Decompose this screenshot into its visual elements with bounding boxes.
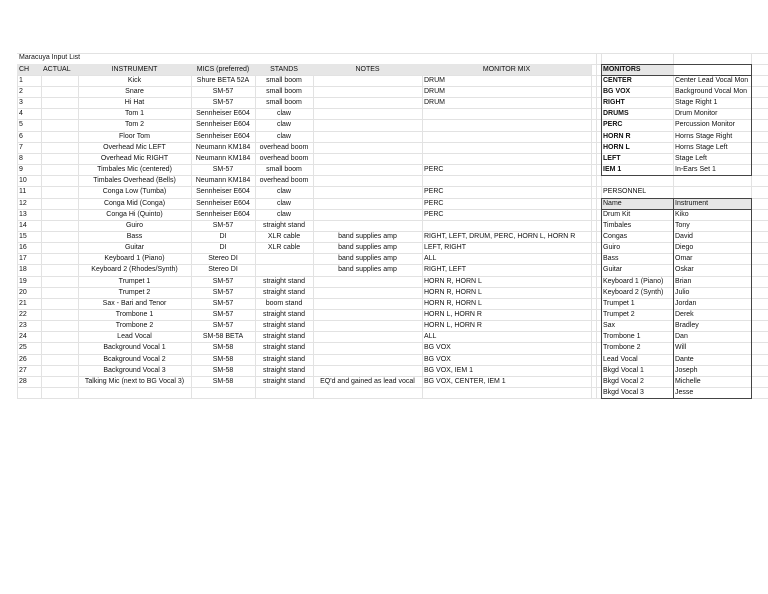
monitors-header-divider	[601, 75, 751, 76]
cell-instrument[interactable]: Conga Mid (Conga)	[103, 199, 166, 207]
grid-line-h	[17, 387, 591, 388]
cell-ch[interactable]: 17	[19, 255, 27, 263]
cell-actual[interactable]	[41, 264, 78, 275]
cell-ch[interactable]: 7	[19, 143, 23, 151]
cell-ch[interactable]: 22	[19, 310, 27, 318]
cell-notes[interactable]: band supplies amp	[338, 266, 397, 274]
cell-ch[interactable]: 24	[19, 333, 27, 341]
cell-mic[interactable]: SM-57	[212, 99, 234, 107]
cell-actual[interactable]	[41, 287, 78, 298]
monitors-table-border	[751, 64, 752, 176]
monitor-key[interactable]: HORN R	[603, 132, 631, 140]
personnel-role[interactable]: Congas	[603, 232, 628, 240]
monitor-key[interactable]: CENTER	[603, 76, 632, 84]
cell-mic[interactable]: SM-58 BETA	[202, 333, 244, 341]
cell-notes[interactable]	[313, 153, 422, 164]
cell-actual[interactable]	[41, 298, 78, 309]
cell-stand[interactable]: XLR cable	[267, 244, 301, 252]
personnel-role[interactable]: Bass	[603, 255, 619, 263]
cell-actual[interactable]	[41, 108, 78, 119]
cell-notes[interactable]	[313, 220, 422, 231]
monitor-description[interactable]: Horns Stage Left	[675, 143, 728, 151]
cell-stand[interactable]: straight stand	[262, 366, 306, 374]
personnel-name[interactable]: Dante	[675, 355, 694, 363]
monitors-table-border	[601, 175, 752, 176]
cell-actual[interactable]	[41, 342, 78, 353]
personnel-table-border	[601, 398, 752, 399]
cell-monitor-mix[interactable]: RIGHT, LEFT, DRUM, PERC, HORN L, HORN R	[424, 232, 576, 240]
cell-actual[interactable]	[41, 164, 78, 175]
cell-monitor-mix[interactable]: RIGHT, LEFT	[424, 266, 467, 274]
cell-stand[interactable]: straight stand	[262, 277, 306, 285]
column-header-instrument: INSTRUMENT	[78, 64, 191, 75]
monitors-title: MONITORS	[601, 64, 673, 75]
cell-monitor-mix[interactable]	[422, 153, 591, 164]
cell-mic[interactable]: SM-57	[212, 221, 234, 229]
cell-monitor-mix[interactable]	[422, 131, 591, 142]
personnel-role[interactable]: Lead Vocal	[603, 355, 638, 363]
cell-stand[interactable]	[255, 264, 313, 275]
cell-instrument[interactable]: Trumpet 1	[118, 277, 151, 285]
cell-mic[interactable]: Neumann KM184	[195, 143, 251, 151]
personnel-role[interactable]: Bkgd Vocal 2	[603, 377, 644, 385]
cell-ch[interactable]: 28	[19, 377, 27, 385]
cell-stand[interactable]: claw	[276, 110, 291, 118]
monitor-description[interactable]: Percussion Monitor	[675, 121, 735, 129]
cell-actual[interactable]	[41, 276, 78, 287]
cell-mic[interactable]: SM-57	[212, 288, 234, 296]
cell-actual[interactable]	[41, 376, 78, 387]
cell-monitor-mix[interactable]	[422, 175, 591, 186]
personnel-name[interactable]: Jesse	[675, 389, 694, 396]
cell-ch[interactable]: 16	[19, 244, 27, 252]
monitor-key[interactable]: LEFT	[603, 154, 621, 162]
cell-monitor-mix[interactable]	[422, 142, 591, 153]
cell-notes[interactable]	[313, 108, 422, 119]
monitor-key[interactable]: PERC	[603, 121, 623, 129]
personnel-name[interactable]: Julio	[675, 288, 690, 296]
personnel-name[interactable]: Omar	[675, 255, 693, 263]
cell-stand[interactable]: straight stand	[262, 344, 306, 352]
cell-stand[interactable]: claw	[276, 188, 291, 196]
cell-mic[interactable]: SM-58	[212, 366, 234, 374]
personnel-role[interactable]: Drum Kit	[603, 210, 631, 218]
cell-mic[interactable]: Sennheiser E604	[196, 188, 250, 196]
cell-mic[interactable]: SM-58	[212, 355, 234, 363]
cell-mic[interactable]: Sennheiser E604	[196, 110, 250, 118]
cell-instrument[interactable]: Keyboard 1 (Piano)	[104, 255, 165, 263]
cell-stand[interactable]: overhead boom	[259, 143, 309, 151]
personnel-name[interactable]: David	[675, 232, 693, 240]
cell-actual[interactable]	[41, 131, 78, 142]
cell-notes[interactable]: band supplies amp	[338, 255, 397, 263]
cell-notes[interactable]	[313, 186, 422, 197]
cell-mic[interactable]: DI	[219, 232, 227, 240]
cell-mic[interactable]: DI	[219, 244, 227, 252]
cell-monitor-mix[interactable]: HORN R, HORN L	[424, 277, 482, 285]
personnel-name[interactable]: Diego	[675, 244, 694, 252]
personnel-role[interactable]: Guitar	[603, 266, 623, 274]
cell-actual[interactable]	[41, 320, 78, 331]
cell-instrument[interactable]: Snare	[125, 88, 144, 95]
cell-mic[interactable]: SM-57	[212, 310, 234, 318]
cell-instrument[interactable]: Overhead Mic RIGHT	[100, 154, 169, 162]
cell-instrument[interactable]: Background Vocal 3	[103, 366, 166, 374]
cell-monitor-mix[interactable]: BG VOX	[424, 344, 451, 352]
cell-ch[interactable]: 11	[19, 188, 27, 196]
cell-mic[interactable]: SM-57	[212, 299, 234, 307]
cell-mic[interactable]: Sennheiser E604	[196, 210, 250, 218]
grid-line-h	[17, 398, 591, 399]
cell-actual[interactable]	[41, 97, 78, 108]
personnel-name[interactable]: Brian	[675, 277, 692, 285]
column-header-stand: STANDS	[255, 64, 313, 75]
cell-stand[interactable]: small boom	[266, 88, 302, 95]
personnel-role[interactable]: Keyboard 2 (Synth)	[603, 288, 664, 296]
monitors-table-border	[601, 64, 751, 65]
cell-stand[interactable]: boom stand	[265, 299, 303, 307]
cell-stand[interactable]: straight stand	[262, 377, 306, 385]
cell-mic[interactable]: Sennheiser E604	[196, 199, 250, 207]
cell-monitor-mix[interactable]: DRUM	[424, 76, 445, 84]
cell-stand[interactable]: XLR cable	[267, 232, 301, 240]
cell-notes[interactable]	[313, 354, 422, 365]
cell-actual[interactable]	[41, 209, 78, 220]
cell-notes[interactable]: band supplies amp	[338, 232, 397, 240]
monitor-description[interactable]: Center Lead Vocal Mon	[675, 76, 749, 84]
personnel-role[interactable]: Sax	[603, 322, 616, 330]
cell-ch[interactable]: 13	[19, 210, 27, 218]
cell-instrument[interactable]: Conga Low (Tumba)	[102, 188, 167, 196]
cell-stand[interactable]: straight stand	[262, 322, 306, 330]
cell-notes[interactable]	[313, 175, 422, 186]
cell-actual[interactable]	[41, 365, 78, 376]
cell-ch[interactable]: 20	[19, 288, 27, 296]
personnel-name[interactable]: Joseph	[675, 366, 698, 374]
monitor-key[interactable]: BG VOX	[603, 88, 631, 95]
cell-instrument[interactable]: Timbales Overhead (Bells)	[93, 177, 176, 185]
cell-monitor-mix[interactable]	[422, 220, 591, 231]
monitor-key[interactable]: RIGHT	[603, 99, 625, 107]
cell-notes[interactable]: band supplies amp	[338, 244, 397, 252]
grid-line-v	[596, 53, 597, 399]
cell-instrument[interactable]: Hi Hat	[124, 99, 145, 107]
cell-notes[interactable]: EQ'd and gained as lead vocal	[320, 377, 415, 385]
personnel-name[interactable]: Tony	[675, 221, 690, 229]
cell-ch[interactable]: 15	[19, 232, 27, 240]
cell-mic[interactable]: SM-57	[212, 88, 234, 95]
cell-ch[interactable]: 2	[19, 88, 23, 95]
cell-stand[interactable]: overhead boom	[259, 177, 309, 185]
column-header-ch: CH	[17, 64, 41, 75]
cell-ch[interactable]: 14	[19, 221, 27, 229]
personnel-role[interactable]: Trumpet 1	[603, 299, 635, 307]
cell-notes[interactable]	[313, 86, 422, 97]
cell-ch[interactable]: 23	[19, 322, 27, 330]
monitor-description[interactable]: Background Vocal Mon	[675, 88, 747, 95]
monitor-key[interactable]: IEM 1	[603, 166, 622, 173]
cell-stand[interactable]: small boom	[266, 166, 302, 173]
monitor-key[interactable]: DRUMS	[603, 110, 629, 118]
monitor-description[interactable]: Stage Right 1	[675, 99, 718, 107]
cell-instrument[interactable]: Bass	[126, 232, 143, 240]
cell-actual[interactable]	[41, 331, 78, 342]
cell-mic[interactable]: SM-58	[212, 377, 234, 385]
cell-instrument[interactable]: Trombone 2	[115, 322, 154, 330]
cell-ch[interactable]: 5	[19, 121, 23, 129]
cell-instrument[interactable]: Tom 1	[124, 110, 145, 118]
cell-actual[interactable]	[41, 86, 78, 97]
cell-monitor-mix[interactable]: BG VOX, IEM 1	[424, 366, 474, 374]
cell-ch[interactable]: 10	[19, 177, 27, 185]
cell-monitor-mix[interactable]: BG VOX	[424, 355, 451, 363]
cell-actual[interactable]	[41, 153, 78, 164]
personnel-role[interactable]: Bkgd Vocal 3	[603, 389, 644, 396]
cell-notes[interactable]	[313, 320, 422, 331]
cell-stand[interactable]: claw	[276, 199, 291, 207]
cell-monitor-mix[interactable]: PERC	[424, 166, 444, 173]
personnel-header-name: Name	[601, 198, 673, 209]
cell-monitor-mix[interactable]: HORN R, HORN L	[424, 299, 482, 307]
personnel-name[interactable]: Derek	[675, 311, 694, 318]
cell-ch[interactable]: 21	[19, 299, 27, 307]
cell-ch[interactable]: 4	[19, 110, 23, 118]
personnel-table-border	[601, 198, 751, 199]
cell-instrument[interactable]: Lead Vocal	[117, 333, 152, 341]
cell-ch[interactable]: 19	[19, 277, 27, 285]
cell-mic[interactable]: Neumann KM184	[195, 154, 251, 162]
cell-instrument[interactable]: Trombone 1	[115, 310, 154, 318]
cell-instrument[interactable]: Background Vocal 1	[103, 344, 166, 352]
column-header-mic: MICS (preferred)	[191, 64, 255, 75]
monitor-description[interactable]: Stage Left	[675, 154, 707, 162]
personnel-header-instrument: Instrument	[673, 198, 751, 209]
cell-actual[interactable]	[41, 309, 78, 320]
cell-monitor-mix[interactable]: DRUM	[424, 88, 445, 95]
cell-mic[interactable]: SM-57	[212, 322, 234, 330]
cell-actual[interactable]	[41, 142, 78, 153]
cell-ch[interactable]: 12	[19, 199, 27, 207]
personnel-name[interactable]: Dan	[675, 333, 688, 341]
cell-notes[interactable]	[313, 75, 422, 86]
cell-monitor-mix[interactable]: ALL	[424, 333, 437, 341]
cell-stand[interactable]: claw	[276, 121, 291, 129]
cell-monitor-mix[interactable]: PERC	[424, 188, 444, 196]
cell-mic[interactable]: Stereo DI	[208, 266, 238, 274]
personnel-name[interactable]: Michelle	[675, 377, 701, 385]
cell-notes[interactable]	[313, 164, 422, 175]
cell-notes[interactable]	[313, 342, 422, 353]
personnel-role[interactable]: Trumpet 2	[603, 311, 635, 318]
monitor-key[interactable]: HORN L	[603, 143, 630, 151]
cell-notes[interactable]	[313, 131, 422, 142]
cell-monitor-mix[interactable]: ALL	[424, 255, 437, 263]
cell-actual[interactable]	[41, 75, 78, 86]
cell-instrument[interactable]: Keyboard 2 (Rhodes/Synth)	[91, 266, 178, 274]
cell-stand[interactable]	[255, 253, 313, 264]
cell-stand[interactable]: overhead boom	[259, 154, 309, 162]
cell-instrument[interactable]: Floor Tom	[119, 132, 150, 140]
cell-mic[interactable]: SM-57	[212, 277, 234, 285]
grid-line-h	[17, 53, 591, 54]
cell-stand[interactable]: straight stand	[262, 333, 306, 341]
cell-instrument[interactable]: Conga Hi (Quinto)	[106, 210, 163, 218]
cell-monitor-mix[interactable]	[422, 119, 591, 130]
cell-mic[interactable]: Sennheiser E604	[196, 132, 250, 140]
cell-stand[interactable]: straight stand	[262, 221, 306, 229]
column-header-monitor-mix: MONITOR MIX	[422, 64, 591, 75]
cell-stand[interactable]: straight stand	[262, 288, 306, 296]
cell-notes[interactable]	[313, 276, 422, 287]
cell-ch[interactable]: 3	[19, 99, 23, 107]
personnel-role[interactable]: Guiro	[603, 244, 621, 252]
cell-mic[interactable]: Neumann KM184	[195, 177, 251, 185]
cell-ch[interactable]: 25	[19, 344, 27, 352]
cell-notes[interactable]	[313, 331, 422, 342]
cell-actual[interactable]	[41, 220, 78, 231]
cell-mic[interactable]: SM-58	[212, 344, 234, 352]
cell-actual[interactable]	[41, 231, 78, 242]
cell-actual[interactable]	[41, 175, 78, 186]
personnel-name[interactable]: Kiko	[675, 210, 689, 218]
personnel-column-divider	[673, 198, 674, 399]
cell-stand[interactable]: straight stand	[262, 355, 306, 363]
cell-notes[interactable]	[313, 309, 422, 320]
cell-instrument[interactable]: Overhead Mic LEFT	[103, 143, 166, 151]
cell-instrument[interactable]: Trumpet 2	[118, 288, 151, 296]
personnel-table-border	[751, 198, 752, 399]
cell-monitor-mix[interactable]: PERC	[424, 199, 444, 207]
personnel-role[interactable]: Trombone 1	[603, 333, 641, 341]
personnel-role[interactable]: Trombone 2	[603, 344, 641, 352]
cell-ch[interactable]: 27	[19, 366, 27, 374]
personnel-role[interactable]: Timbales	[603, 221, 632, 229]
grid-line-h	[591, 186, 768, 187]
cell-monitor-mix[interactable]: HORN L, HORN R	[424, 310, 482, 318]
cell-instrument[interactable]: Timbales Mic (centered)	[97, 166, 172, 173]
cell-stand[interactable]: straight stand	[262, 310, 306, 318]
cell-ch[interactable]: 8	[19, 154, 23, 162]
cell-monitor-mix[interactable]: BG VOX, CENTER, IEM 1	[424, 377, 506, 385]
cell-monitor-mix[interactable]: PERC	[424, 210, 444, 218]
cell-actual[interactable]	[41, 119, 78, 130]
cell-stand[interactable]: claw	[276, 132, 291, 140]
sheet-title: Maracuya Input List	[19, 54, 81, 61]
personnel-name[interactable]: Jordan	[675, 299, 697, 307]
personnel-header-divider	[601, 209, 751, 210]
personnel-role[interactable]: Bkgd Vocal 1	[603, 366, 644, 374]
cell-monitor-mix[interactable]: HORN L, HORN R	[424, 322, 482, 330]
cell-instrument[interactable]: Tom 2	[124, 121, 145, 129]
cell-stand[interactable]: small boom	[266, 76, 302, 84]
cell-actual[interactable]	[41, 186, 78, 197]
cell-mic[interactable]: Sennheiser E604	[196, 121, 250, 129]
personnel-role[interactable]: Keyboard 1 (Piano)	[603, 277, 664, 285]
cell-monitor-mix[interactable]: LEFT, RIGHT	[424, 244, 467, 252]
column-header-notes: NOTES	[313, 64, 422, 75]
cell-actual[interactable]	[41, 253, 78, 264]
cell-ch[interactable]: 26	[19, 355, 27, 363]
cell-notes[interactable]	[313, 298, 422, 309]
cell-actual[interactable]	[41, 198, 78, 209]
cell-stand[interactable]: claw	[276, 210, 291, 218]
personnel-name[interactable]: Oskar	[675, 266, 694, 274]
personnel-name[interactable]: Will	[675, 344, 687, 352]
monitor-description[interactable]: Drum Monitor	[675, 110, 718, 118]
cell-notes[interactable]	[313, 209, 422, 220]
cell-stand[interactable]: small boom	[266, 99, 302, 107]
cell-ch[interactable]: 18	[19, 266, 27, 274]
cell-notes[interactable]	[313, 142, 422, 153]
cell-actual[interactable]	[41, 354, 78, 365]
cell-ch[interactable]: 9	[19, 166, 23, 173]
cell-monitor-mix[interactable]	[422, 108, 591, 119]
cell-mic[interactable]: Shure BETA 52A	[196, 76, 250, 84]
personnel-name[interactable]: Bradley	[675, 322, 699, 330]
cell-instrument[interactable]: Sax - Bari and Tenor	[102, 299, 167, 307]
cell-notes[interactable]	[313, 365, 422, 376]
cell-monitor-mix[interactable]: HORN R, HORN L	[424, 288, 482, 296]
grid-line-h	[591, 53, 768, 54]
cell-notes[interactable]	[313, 97, 422, 108]
cell-notes[interactable]	[313, 119, 422, 130]
personnel-table-border	[601, 198, 602, 399]
cell-instrument[interactable]: Guitar	[124, 244, 145, 252]
cell-instrument[interactable]: Talking Mic (next to BG Vocal 3)	[84, 377, 185, 385]
cell-instrument[interactable]: Kick	[127, 76, 142, 84]
personnel-title: PERSONNEL	[603, 188, 647, 196]
column-header-actual: ACTUAL	[41, 64, 78, 75]
monitor-description[interactable]: In-Ears Set 1	[675, 166, 716, 173]
cell-ch[interactable]: 1	[19, 76, 23, 84]
monitors-table-border	[601, 64, 602, 176]
cell-notes[interactable]	[313, 198, 422, 209]
cell-instrument[interactable]: Guiro	[125, 221, 144, 229]
cell-instrument[interactable]: Bcakground Vocal 2	[103, 355, 166, 363]
monitor-description[interactable]: Horns Stage Right	[675, 132, 733, 140]
cell-mic[interactable]: Stereo DI	[208, 255, 238, 263]
cell-monitor-mix[interactable]: DRUM	[424, 99, 445, 107]
cell-mic[interactable]: SM-57	[212, 166, 234, 173]
cell-actual[interactable]	[41, 242, 78, 253]
cell-ch[interactable]: 6	[19, 132, 23, 140]
cell-notes[interactable]	[313, 287, 422, 298]
